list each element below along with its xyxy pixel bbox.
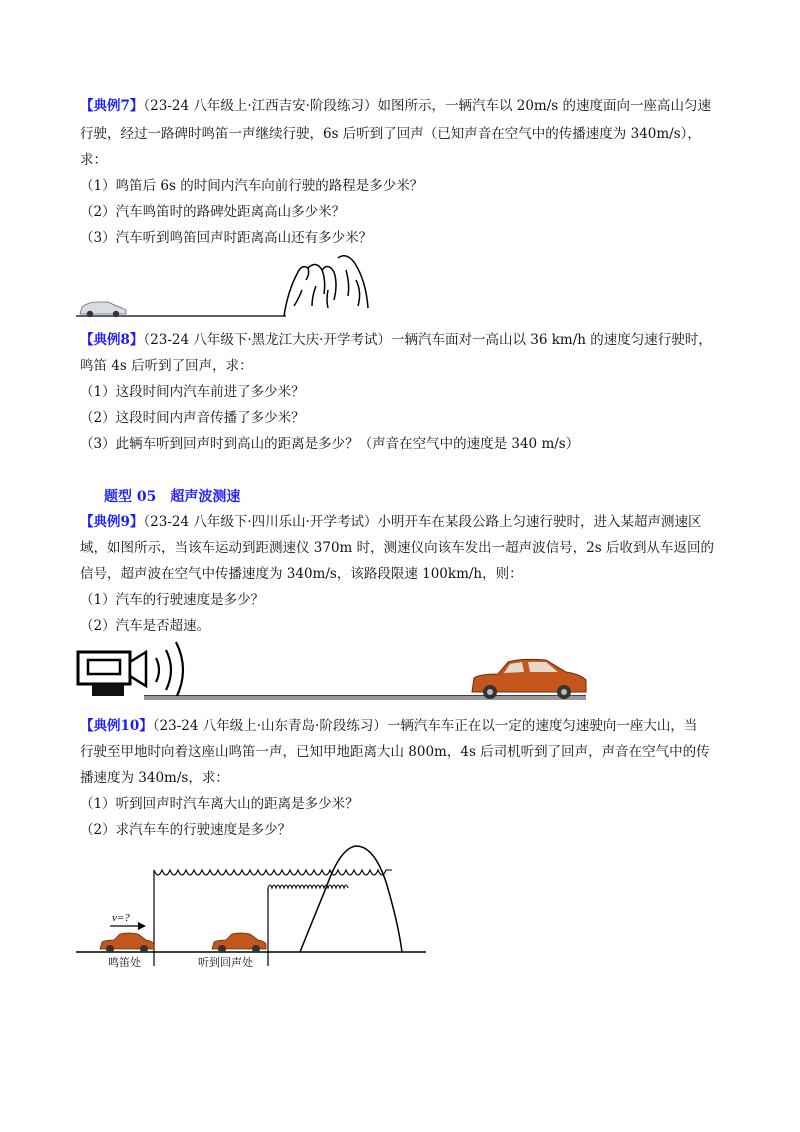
ex10-velocity-label: v=? bbox=[112, 912, 130, 924]
ex9-line2: 域，如图所示，当该车运动到距测速仪 370m 时，测速仪向该车发出一超声波信号，2s 后收到从车返回的 bbox=[80, 540, 714, 556]
ex10-tag: 【典例10】 bbox=[80, 718, 153, 734]
ex7-car-icon bbox=[80, 302, 126, 317]
ex8-line2: 鸣笛 4s 后听到了回声，求： bbox=[80, 358, 253, 374]
ex10-question-1: （1）听到回声时汽车离大山的距离是多少米？ bbox=[80, 796, 359, 812]
ex7-line3: 求： bbox=[80, 152, 107, 168]
ex8-question-3: （3）此辆车听到回声时到高山的距离是多少？（声音在空气中的速度是 340 m/s） bbox=[80, 436, 580, 452]
ex9-line3: 信号，超声波在空气中传播速度为 340m/s，该路段限速 100km/h，则： bbox=[80, 566, 523, 582]
ex7-mountain-icon bbox=[284, 256, 368, 316]
ex7-figure bbox=[76, 250, 376, 322]
ex7-question-3: （3）汽车听到鸣笛回声时距离高山还有多少米？ bbox=[80, 230, 373, 246]
ex10-line2: 行驶至甲地时向着这座山鸣笛一声，已知甲地距离大山 800m，4s 后司机听到了回声，声音在空气中的传 bbox=[80, 744, 710, 760]
ex10-question-2: （2）求汽车车的行驶速度是多少？ bbox=[80, 822, 292, 838]
ex10-line1 bbox=[80, 716, 697, 736]
ex8-tag: 【典例8】 bbox=[80, 332, 144, 348]
section-heading bbox=[104, 486, 254, 506]
section-title: 超声波测速 bbox=[170, 489, 241, 505]
ex10-mountain-icon bbox=[300, 846, 402, 952]
ex7-question-2: （2）汽车鸣笛时的路碑处距离高山多少米？ bbox=[80, 204, 346, 220]
ex10-figure bbox=[76, 842, 436, 972]
ex7-line1 bbox=[80, 96, 711, 116]
ex9-question-2: （2）汽车是否超速。 bbox=[80, 618, 211, 634]
ex8-text1: （23-24 八年级下·黑龙江大庆·开学考试）一辆汽车面对一高山以 36 km/h 的速度匀速行驶时， bbox=[143, 332, 712, 348]
ex10-car-start-icon bbox=[100, 933, 154, 953]
ex7-tag: 【典例7】 bbox=[80, 98, 144, 114]
ex8-question-2: （2）这段时间内声音传播了多少米？ bbox=[80, 410, 305, 426]
ex10-wave-return bbox=[268, 885, 348, 888]
ex9-speed-gun-icon bbox=[78, 652, 146, 696]
ex7-text1: （23-24 八年级上·江西吉安·阶段练习）如图所示，一辆汽车以 20m/s 的速度面向一座高山匀速 bbox=[143, 98, 711, 114]
ex9-text1: （23-24 八年级下·四川乐山·开学考试）小明开车在某段公路上匀速行驶时，进入某超声测速区 bbox=[143, 514, 702, 530]
ex10-text1: （23-24 八年级上·山东青岛·阶段练习）一辆汽车车正在以一定的速度匀速驶向一座大山，当 bbox=[152, 718, 698, 734]
ex9-car-icon bbox=[472, 659, 586, 699]
ex9-sound-wave-icon bbox=[156, 642, 183, 698]
ex8-question-1: （1）这段时间内汽车前进了多少米？ bbox=[80, 384, 305, 400]
ex9-ground bbox=[144, 696, 586, 700]
ex10-label-honk: 鸣笛处 bbox=[108, 956, 141, 969]
ex10-label-echo: 听到回声处 bbox=[198, 956, 253, 969]
ex10-wave-outgoing bbox=[154, 870, 392, 875]
section-number: 题型 05 bbox=[104, 489, 157, 505]
ex9-figure bbox=[76, 640, 592, 704]
ex9-tag: 【典例9】 bbox=[80, 514, 144, 530]
ex9-question-1: （1）汽车的行驶速度是多少？ bbox=[80, 592, 265, 608]
ex8-line1 bbox=[80, 330, 712, 350]
ex7-line2: 行驶，经过一路碑时鸣笛一声继续行驶，6s 后听到了回声（已知声音在空气中的传播速度为 340m/s）， bbox=[80, 126, 701, 142]
ex7-question-1: （1）鸣笛后 6s 的时间内汽车向前行驶的路程是多少米？ bbox=[80, 178, 424, 194]
ex10-line3: 播速度为 340m/s，求： bbox=[80, 770, 229, 786]
ex10-car-echo-icon bbox=[212, 933, 266, 953]
ex9-line1 bbox=[80, 512, 701, 532]
